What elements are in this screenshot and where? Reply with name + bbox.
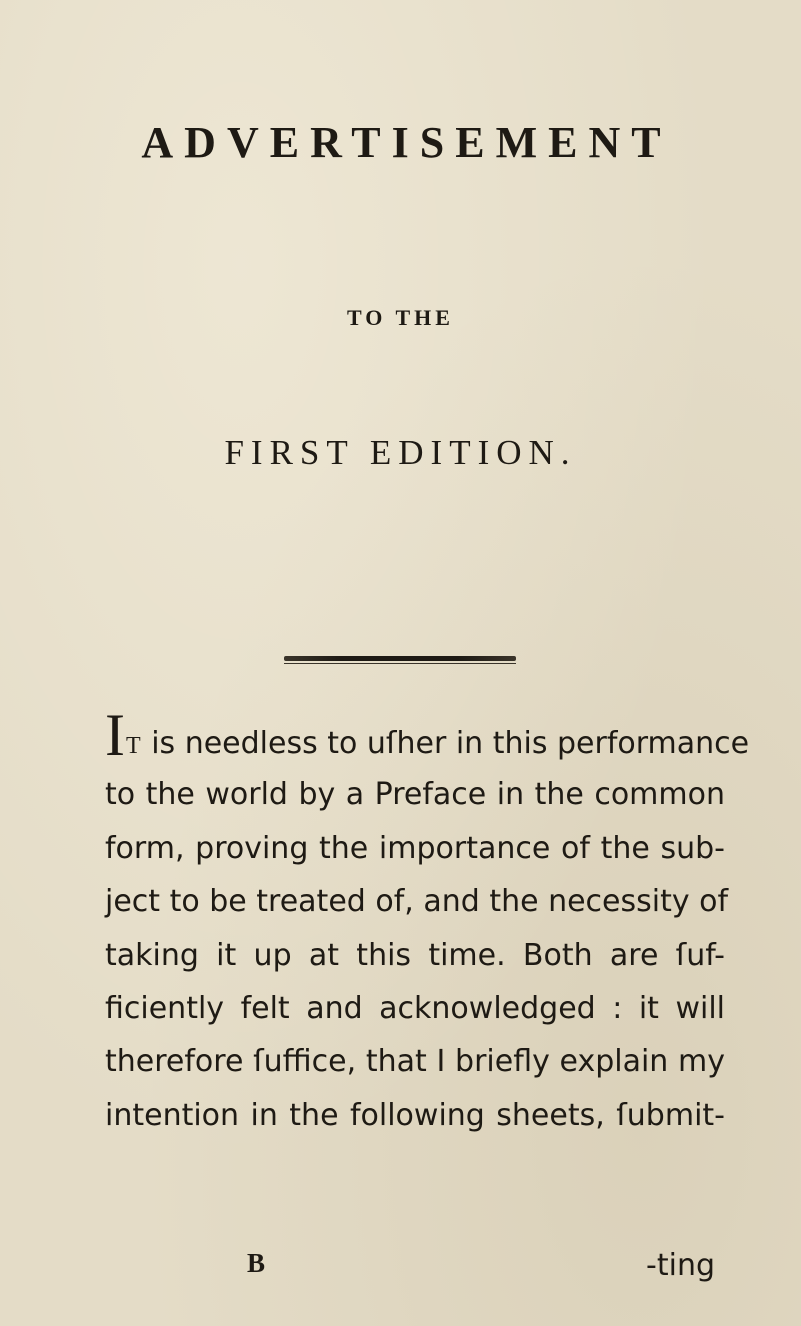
signature-mark: B: [247, 1248, 266, 1278]
ornamental-rule: [284, 656, 516, 665]
page-footer: [105, 1248, 725, 1298]
page-heading: ADVERTISEMENT: [141, 118, 672, 167]
rule-thin-line: [284, 663, 516, 664]
text-line: to the world by a Preface in the common: [105, 777, 725, 813]
text-line: intention in the following sheets, ſubmit-: [105, 1097, 725, 1133]
text-line: [105, 702, 750, 768]
body-paragraph: [105, 702, 750, 1142]
heading-connector: TO THE: [347, 305, 454, 330]
text-line: taking it up at this time. Both are ſuf-: [105, 937, 725, 973]
text-line: ject to be treated of, and the necessity of: [105, 884, 729, 920]
first-line-text: is needless to uſher in this performance: [141, 726, 750, 761]
text-line: ficiently felt and acknowledged : it will: [105, 990, 725, 1026]
drop-cap: I: [105, 702, 125, 768]
rule-thick-line: [284, 656, 516, 661]
drop-cap-continuation: T: [125, 733, 142, 759]
text-line: therefore ſuffice, that I briefly explain my: [105, 1044, 725, 1080]
catchword: -ting: [646, 1248, 715, 1283]
edition-heading: FIRST EDITION.: [224, 433, 577, 472]
text-line: form, proving the importance of the sub-: [105, 830, 725, 866]
